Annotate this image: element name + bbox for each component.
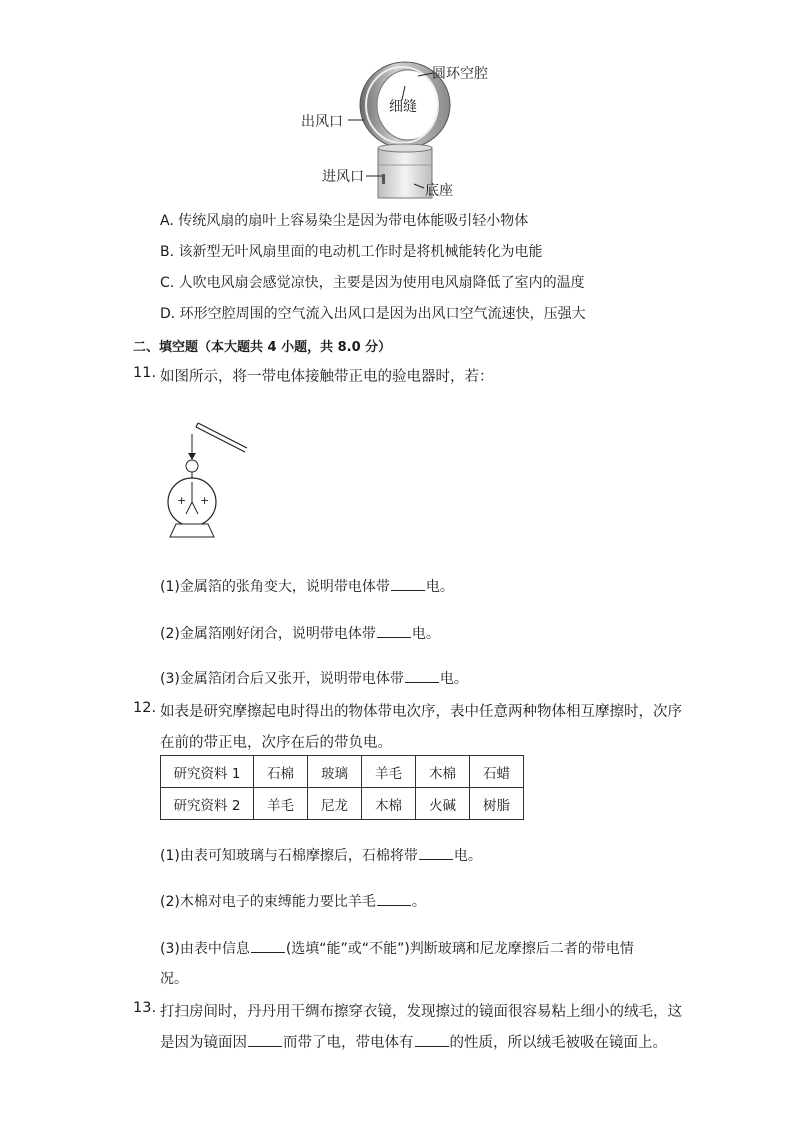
table-cell: 研究资料 1 [161, 756, 254, 788]
option-c: C. 人吹电风扇会感觉凉快，主要是因为使用电风扇降低了室内的温度 [160, 275, 585, 291]
answer-blank[interactable] [405, 670, 439, 683]
q13-text-b: 而带了电，带电体有 [283, 1035, 414, 1051]
answer-blank[interactable] [419, 847, 453, 860]
q12-sub3 [160, 938, 634, 958]
triboelectric-table [160, 755, 524, 820]
label-outlet: 出风口 [301, 114, 343, 130]
svg-text:+: + [177, 494, 187, 507]
answer-blank[interactable] [415, 1034, 449, 1047]
q11-sub1-text: (1)金属箔的张角变大，说明带电体带 [160, 579, 390, 595]
table-cell: 羊毛 [362, 756, 416, 788]
table-cell: 火碱 [416, 788, 470, 820]
q13-text-c: 的性质，所以绒毛被吸在镜面上。 [449, 1035, 667, 1051]
question-12-stem-line2: 在前的带正电，次序在后的带负电。 [160, 735, 392, 751]
question-12-stem-line1: 如表是研究摩擦起电时得出的物体带电次序，表中任意两种物体相互摩擦时，次序 [160, 704, 682, 720]
q12-sub1-text: (1)由表可知玻璃与石棉摩擦后，石棉将带 [160, 848, 418, 864]
svg-text:+: + [200, 494, 210, 507]
q12-sub2-tail: 。 [411, 894, 426, 910]
table-row [161, 756, 524, 788]
answer-blank[interactable] [251, 940, 285, 953]
table-cell: 木棉 [362, 788, 416, 820]
table-cell: 石蜡 [470, 756, 524, 788]
table-cell: 石棉 [254, 756, 308, 788]
answer-blank[interactable] [391, 578, 425, 591]
label-inlet: 进风口 [322, 169, 364, 185]
q11-sub3-text: (3)金属箔闭合后又张开，说明带电体带 [160, 671, 404, 687]
label-ring-cavity: 圆环空腔 [432, 66, 488, 82]
q12-sub2 [160, 891, 426, 911]
q11-sub3 [160, 668, 468, 688]
answer-blank[interactable] [248, 1034, 282, 1047]
q12-sub3-text: (3)由表中信息 [160, 941, 250, 957]
label-base: 底座 [425, 183, 453, 199]
table-cell: 尼龙 [308, 788, 362, 820]
label-slit: 细缝 [389, 99, 417, 115]
table-cell: 羊毛 [254, 788, 308, 820]
q11-sub3-tail: 电。 [439, 671, 468, 687]
fan-figure [290, 60, 520, 205]
q11-sub1 [160, 576, 454, 596]
electroscope-figure [160, 420, 260, 540]
table-row [161, 788, 524, 820]
q11-sub2-tail: 电。 [411, 626, 440, 642]
table-cell: 树脂 [470, 788, 524, 820]
option-d: D. 环形空腔周围的空气流入出风口是因为出风口空气流速快，压强大 [160, 306, 586, 322]
q12-sub3-cont: 况。 [160, 971, 188, 987]
q12-sub2-text: (2)木棉对电子的束缚能力要比羊毛 [160, 894, 376, 910]
q13-text-a: 是因为镜面因 [160, 1035, 247, 1051]
electroscope-drawing [160, 420, 260, 540]
q11-sub1-tail: 电。 [425, 579, 454, 595]
answer-blank[interactable] [377, 893, 411, 906]
question-13-number: 13. [133, 1000, 157, 1016]
option-b: B. 该新型无叶风扇里面的电动机工作时是将机械能转化为电能 [160, 244, 543, 260]
table-cell: 木棉 [416, 756, 470, 788]
option-a: A. 传统风扇的扇叶上容易染尘是因为带电体能吸引轻小物体 [160, 213, 529, 229]
q12-sub3-tail: (选填“能”或“不能”)判断玻璃和尼龙摩擦后二者的带电情 [285, 941, 634, 957]
q11-sub2 [160, 623, 440, 643]
question-12-number: 12. [133, 700, 157, 716]
q11-sub2-text: (2)金属箔刚好闭合，说明带电体带 [160, 626, 376, 642]
q12-sub1 [160, 845, 482, 865]
question-11-number: 11. [133, 365, 157, 381]
question-11-stem: 如图所示，将一带电体接触带正电的验电器时，若： [160, 369, 494, 385]
table-cell: 玻璃 [308, 756, 362, 788]
question-13-line2 [160, 1031, 667, 1052]
answer-blank[interactable] [377, 625, 411, 638]
q12-sub1-tail: 电。 [453, 848, 482, 864]
question-13-line1: 打扫房间时，丹丹用干绸布擦穿衣镜，发现擦过的镜面很容易粘上细小的绒毛，这 [160, 1004, 682, 1020]
table-cell: 研究资料 2 [161, 788, 254, 820]
section-heading: 二、填空题（本大题共 4 小题，共 8.0 分） [133, 340, 392, 355]
